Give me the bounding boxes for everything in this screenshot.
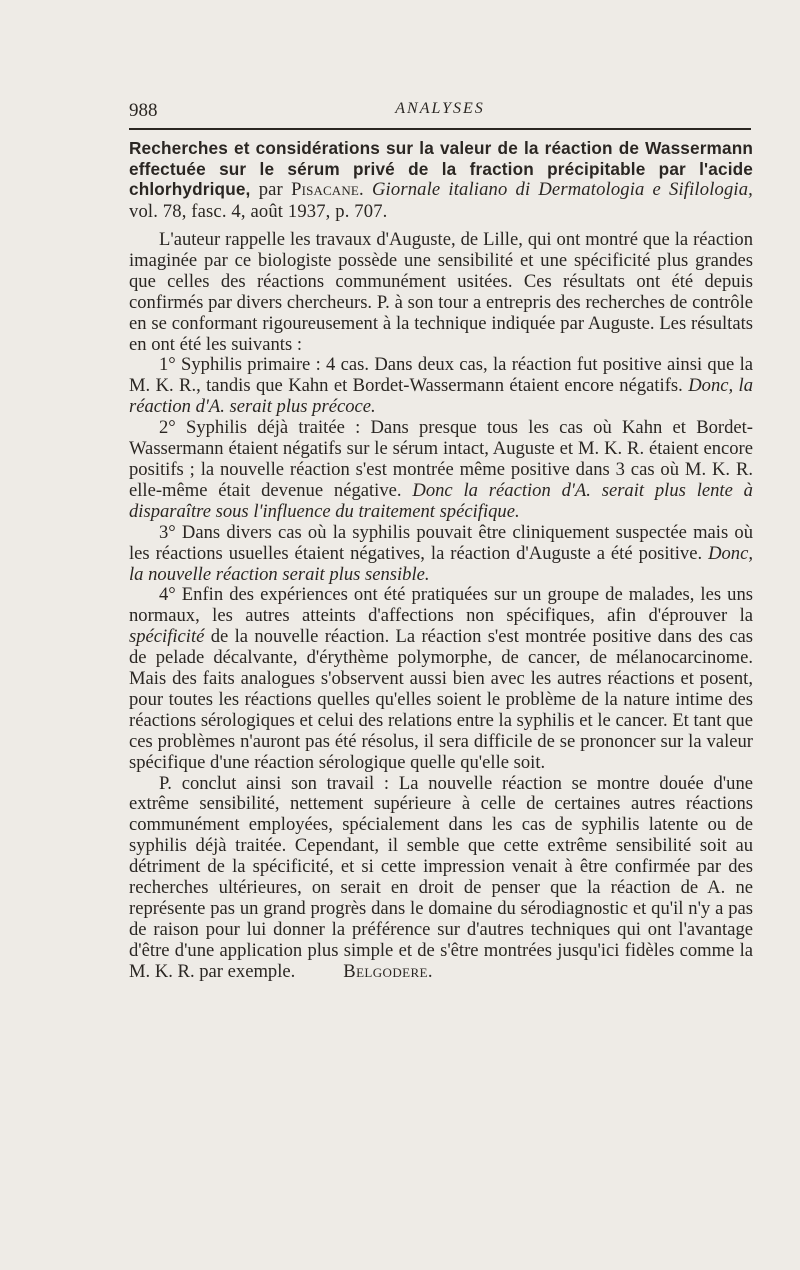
paragraph-conclusion: Donc, la réaction d'A. serait plus précoce. xyxy=(129,375,753,418)
paragraph-text-continued: de la nouvelle réaction. La réaction s'est montrée positive dans des cas de pelade décalvante, d'érythème polymorphe, de cancer, de mélanocarcinome. Mais des faits analogues s'observent aussi bien avec les autres réactions et posent, pour toutes les réactions quelles qu'elles soient le problème de la nature intime des réactions sérologiques et celui des relations entre la syphilis et le cancer. Et tant que ces problèmes n'auront pas été résolus, il sera difficile de se prononcer sur la valeur spécifique d'une réaction sérologique quelle qu'elle soit. xyxy=(129,626,753,773)
paragraph-primary-syphilis xyxy=(129,355,753,418)
paragraph-treated-syphilis xyxy=(129,418,753,523)
paragraph-conclusion: Donc la réaction d'A. serait plus lente à disparaître sous l'influence du traitement spécifique. xyxy=(129,479,753,522)
article-headline xyxy=(129,138,753,222)
section-title: ANALYSES xyxy=(395,100,485,117)
header-rule xyxy=(129,128,751,130)
citation: vol. 78, fasc. 4, août 1937, p. 707. xyxy=(129,200,388,222)
paragraph-intro: L'auteur rappelle les travaux d'Auguste, de Lille, qui ont montré que la réaction imaginée par ce biologiste possède une sensibilité et une spécificité plus grandes que celles des réactions communément usitées. Ces résultats ont été depuis confirmés par divers chercheurs. P. à son tour a entrepris des recherches de contrôle en se conformant rigoureusement à la technique indiquée par Auguste. Les résultats en ont été les suivants : xyxy=(129,229,753,355)
paragraph-text: 2° Syphilis déjà traitée : Dans presque tous les cas où Kahn et Bordet-Wassermann étaient négatifs sur le sérum intact, Auguste et M. K. R. étaient encore positifs ; la nouvelle réaction s'est montrée même positive dans 3 cas où M. K. R. elle-même était devenue négative. xyxy=(129,417,753,501)
paragraph-specificity xyxy=(129,585,753,773)
signature: Belgodere. xyxy=(343,960,433,982)
article-title: Recherches et considérations sur la valeur de la réaction de Wassermann effectuée sur le sérum privé de la fraction précipitable par l'acide chlorhydrique, xyxy=(129,138,753,199)
paragraph-conclusion: Donc, la nouvelle réaction serait plus sensible. xyxy=(129,542,753,585)
paragraph-text: P. conclut ainsi son travail : La nouvelle réaction se montre douée d'une extrême sensibilité, nettement supérieure à celle de certaines autres réactions communément employées, spécialement dans les cas de syphilis latente ou de syphilis déjà traitée. Cependant, il semble que cette extrême sensibilité soit au détriment de la spécificité, et si cette impression venait à être confirmée par des recherches ultérieures, on serait en droit de penser que la réaction de A. ne représente pas un grand progrès dans le domaine du sérodiagnostic et qu'il n'y a pas de raison pour lui donner la préférence sur d'autres techniques qui ont l'avantage d'être d'une application plus simple et de s'être montrées jusqu'ici fidèles comme la M. K. R. par exemple. xyxy=(129,772,753,982)
paragraph-suspected-syphilis xyxy=(129,523,753,586)
paragraph-text: 1° Syphilis primaire : 4 cas. Dans deux cas, la réaction fut positive ainsi que la M. K. R., tandis que Kahn et Bordet-Wassermann étaient encore négatifs. xyxy=(129,354,753,397)
paragraph-text: 4° Enfin des expériences ont été pratiquées sur un groupe de malades, les uns normaux, les autres atteints d'affections non spécifiques, afin d'éprouver la xyxy=(129,584,753,627)
emphasis-specificity: spécificité xyxy=(129,626,205,648)
article xyxy=(129,138,753,983)
page-number: 988 xyxy=(129,100,158,121)
journal-name: Giornale italiano di Dermatologia e Sifilologia, xyxy=(371,179,753,200)
paragraph-conclusion-summary xyxy=(129,774,753,983)
by-word: par xyxy=(258,179,283,200)
running-head xyxy=(129,100,751,126)
paragraph-text: 3° Dans divers cas où la syphilis pouvait être cliniquement suspectée mais où les réactions usuelles étaient négatives, la réaction d'Auguste a été positive. xyxy=(129,521,753,564)
author-name: Pisacane. xyxy=(291,179,364,200)
